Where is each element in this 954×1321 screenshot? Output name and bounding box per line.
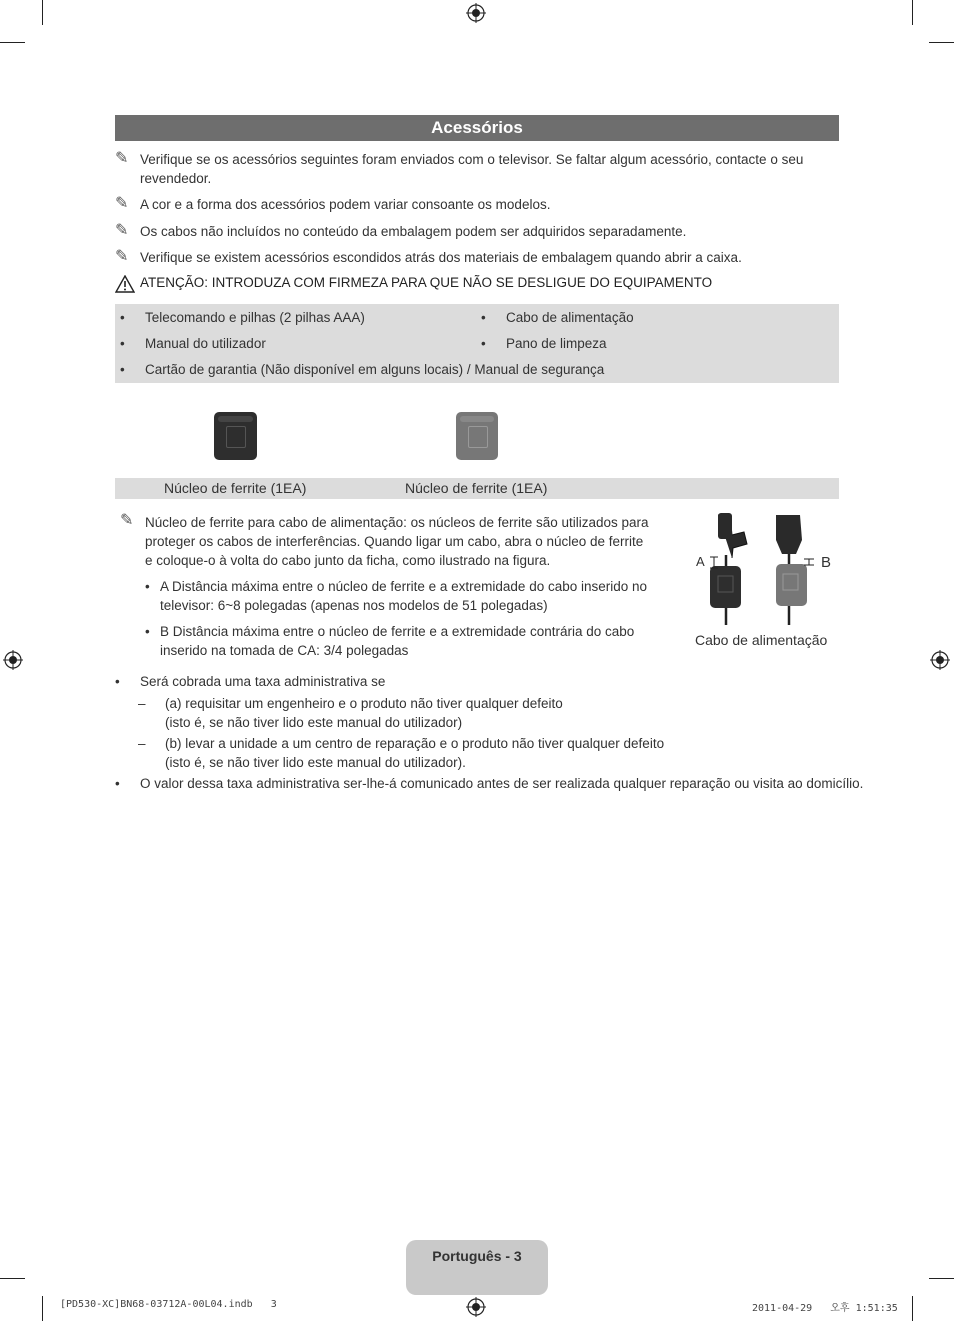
point-text: Distância máxima entre o núcleo de ferrite e a extremidade contrária do cabo inserido na tomada de CA: 3/4 polegadas bbox=[160, 624, 635, 658]
fee-item-line: (isto é, se não tiver lido este manual do utilizador) bbox=[165, 715, 463, 730]
dash: – bbox=[138, 696, 146, 711]
accessory-label: Cartão de garantia (Não disponível em alguns locais) / Manual de segurança bbox=[145, 362, 605, 377]
bullet: • bbox=[120, 362, 125, 377]
crop-mark bbox=[42, 1296, 43, 1321]
warning-text: ATENÇÃO: INTRODUZA COM FIRMEZA PARA QUE NÃO SE DESLIGUE DO EQUIPAMENTO bbox=[140, 275, 713, 290]
note-text: Verifique se os acessórios seguintes foram enviados com o televisor. Se faltar algum acessório, contacte o seu revendedor. bbox=[140, 152, 804, 186]
pencil-note-icon: ✎ bbox=[115, 150, 129, 167]
crop-mark bbox=[929, 42, 954, 43]
page-label: Português - 3 bbox=[432, 1248, 522, 1264]
print-info-left: [PD530-XC]BN68-03712A-00L04.indb 3 bbox=[60, 1299, 277, 1310]
registration-mark-icon bbox=[466, 3, 486, 23]
bullet: • bbox=[481, 310, 486, 325]
crop-mark bbox=[0, 42, 25, 43]
bullet: • bbox=[481, 336, 486, 351]
power-cable-figure bbox=[690, 510, 840, 630]
figure-caption: Cabo de alimentação bbox=[695, 632, 828, 648]
crop-mark bbox=[42, 0, 43, 25]
pencil-note-icon: ✎ bbox=[115, 222, 129, 239]
accessory-label: Pano de limpeza bbox=[506, 336, 607, 351]
label-b: B bbox=[821, 554, 832, 571]
note-text: A cor e a forma dos acessórios podem variar consoante os modelos. bbox=[140, 197, 551, 212]
ferrite-core-gray-image bbox=[456, 412, 498, 460]
ferrite-core-dark-image bbox=[214, 412, 257, 460]
point-letter: A bbox=[160, 579, 169, 594]
accessory-label: Manual do utilizador bbox=[145, 336, 266, 351]
point-letter: B bbox=[160, 624, 170, 639]
ferrite-note-text: Núcleo de ferrite para cabo de alimentação: os núcleos de ferrite são utilizados para proteger os cabos de interferências. Quando ligar um cabo, abra o núcleo de ferrite e coloque-o à volta do cabo junto da ficha, como ilustrado na figura. bbox=[145, 515, 649, 568]
dash: – bbox=[138, 736, 146, 751]
fee-intro-text: Será cobrada uma taxa administrativa se bbox=[140, 674, 386, 689]
bullet: • bbox=[145, 579, 150, 594]
point-text: Distância máxima entre o núcleo de ferrite e a extremidade do cabo inserido no televisor: 6~8 polegadas (apenas nos modelos de 51 polegadas) bbox=[160, 579, 648, 613]
ferrite-caption-bar bbox=[115, 478, 839, 499]
crop-mark bbox=[0, 1278, 25, 1279]
crop-mark bbox=[912, 1296, 913, 1321]
label-a: A bbox=[696, 554, 705, 569]
note-item bbox=[115, 248, 815, 268]
section-title: Acessórios bbox=[115, 115, 839, 141]
note-item bbox=[115, 150, 815, 190]
pencil-note-icon: ✎ bbox=[115, 195, 129, 212]
page-number-tab bbox=[406, 1240, 548, 1295]
pencil-note-icon: ✎ bbox=[120, 512, 134, 529]
ferrite-label: Núcleo de ferrite (1EA) bbox=[405, 480, 548, 496]
ferrite-label: Núcleo de ferrite (1EA) bbox=[164, 480, 307, 496]
accessories-list bbox=[115, 304, 839, 383]
fee-item-line: (b) levar a unidade a um centro de reparação e o produto não tiver qualquer defeito bbox=[165, 736, 665, 751]
note-item bbox=[115, 222, 815, 242]
bullet: • bbox=[120, 336, 125, 351]
bullet: • bbox=[145, 624, 150, 639]
accessory-label: Telecomando e pilhas (2 pilhas AAA) bbox=[145, 310, 365, 325]
crop-mark bbox=[912, 0, 913, 25]
fee-item-line: (a) requisitar um engenheiro e o produto não tiver qualquer defeito bbox=[165, 696, 563, 711]
registration-mark-icon bbox=[3, 650, 23, 670]
note-text: Os cabos não incluídos no conteúdo da embalagem podem ser adquiridos separadamente. bbox=[140, 224, 687, 239]
print-info-right: 2011-04-29 오후 1:51:35 bbox=[752, 1303, 898, 1314]
fee-final-text: O valor dessa taxa administrativa ser-lhe-á comunicado antes de ser realizada qualquer reparação ou visita ao domicílio. bbox=[140, 776, 864, 791]
registration-mark-icon bbox=[466, 1297, 486, 1317]
registration-mark-icon bbox=[930, 650, 950, 670]
bullet: • bbox=[115, 674, 120, 689]
note-text: Verifique se existem acessórios escondidos atrás dos materiais de embalagem quando abrir a caixa. bbox=[140, 250, 742, 265]
pencil-note-icon: ✎ bbox=[115, 248, 129, 265]
note-item bbox=[115, 195, 815, 215]
accessory-label: Cabo de alimentação bbox=[506, 310, 634, 325]
bullet: • bbox=[120, 310, 125, 325]
crop-mark bbox=[929, 1278, 954, 1279]
warning-triangle-icon bbox=[115, 275, 135, 293]
bullet: • bbox=[115, 776, 120, 791]
fee-item-line: (isto é, se não tiver lido este manual do utilizador). bbox=[165, 755, 466, 770]
